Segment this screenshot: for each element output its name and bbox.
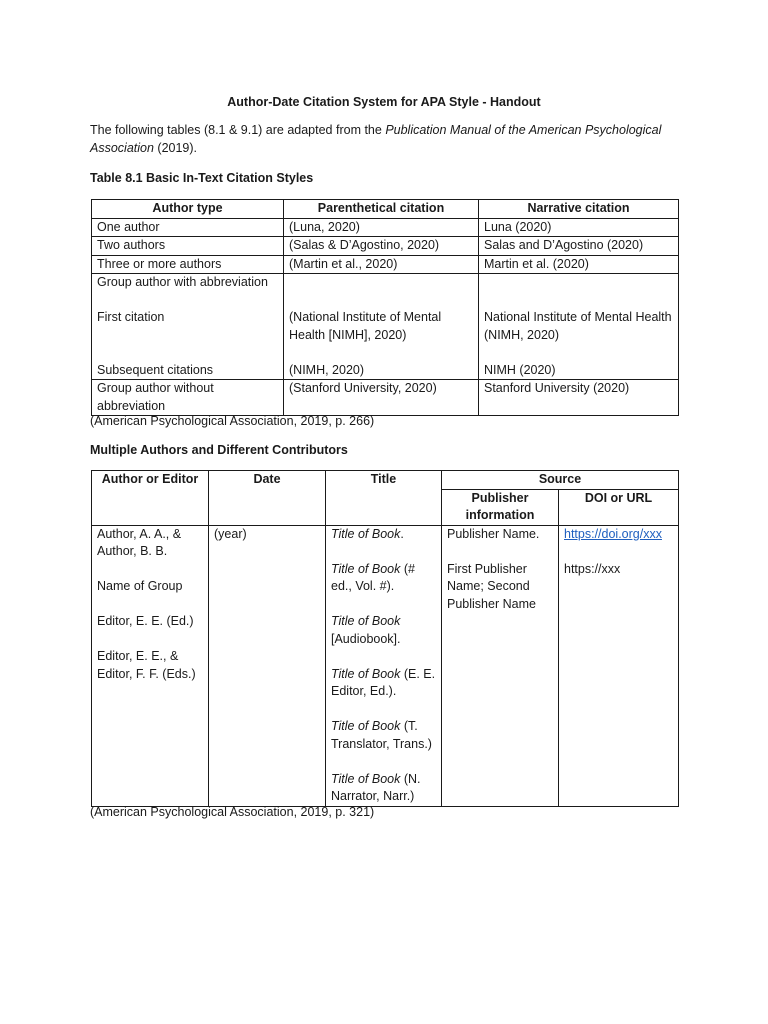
table-cell: Two authors — [92, 237, 284, 256]
title-entry — [331, 613, 436, 648]
spacer — [447, 543, 553, 561]
intro-paragraph — [90, 122, 690, 157]
table-cell: Stanford University (2020) — [479, 380, 679, 416]
date-cell — [209, 525, 326, 806]
table-cell: (Luna, 2020) — [284, 218, 479, 237]
header-author-type: Author type — [92, 200, 284, 219]
table-header-row — [92, 200, 679, 219]
table-cell: One author — [92, 218, 284, 237]
header-publisher-information: Publisher information — [442, 489, 559, 525]
author-entry: Author, A. A., & Author, B. B. — [97, 526, 182, 558]
spacer — [331, 753, 436, 771]
spacer — [289, 274, 473, 292]
first-citation-label: First citation — [97, 310, 165, 324]
header-date: Date — [209, 471, 326, 526]
table2-source: (American Psychological Association, 2019, p. 321) — [90, 805, 375, 819]
publisher-entry: First Publisher Name; Second Publisher Name — [447, 561, 536, 611]
doi-link[interactable]: https://doi.org/xxx — [564, 526, 662, 541]
title-entry — [331, 526, 436, 544]
title-entry — [331, 771, 436, 806]
spacer — [564, 543, 673, 561]
title-entry — [331, 718, 436, 753]
spacer — [484, 344, 673, 362]
spacer — [484, 292, 673, 310]
authors-cell — [92, 525, 209, 806]
spacer — [331, 596, 436, 614]
table-cell: Martin et al. (2020) — [479, 255, 679, 274]
spacer — [97, 292, 278, 310]
title-rest: (N. Narrator, Narr.) — [331, 771, 421, 803]
table-cell: (Martin et al., 2020) — [284, 255, 479, 274]
title-italic: Title of Book — [331, 561, 401, 576]
spacer — [97, 327, 278, 345]
title-rest: (T. Translator, Trans.) — [331, 719, 432, 751]
title-italic: Title of Book — [331, 666, 401, 681]
date-value: (year) — [214, 526, 247, 541]
contributors-table — [91, 470, 679, 807]
spacer — [289, 292, 473, 310]
header-narrative: Narrative citation — [479, 200, 679, 219]
spacer — [331, 648, 436, 666]
table-row-group-abbreviation — [92, 274, 679, 380]
first-citation-narrative: National Institute of Mental Health (NIMH, 2020) — [484, 310, 672, 342]
header-doi-url: DOI or URL — [559, 489, 679, 525]
spacer — [97, 344, 278, 362]
spacer — [97, 561, 203, 579]
spacer — [484, 274, 673, 292]
header-title: Title — [326, 471, 442, 526]
group-abbrev-label: Group author with abbreviation — [97, 275, 268, 289]
header-source: Source — [442, 471, 679, 490]
table-row — [92, 218, 679, 237]
title-rest: (# ed., Vol. #). — [331, 561, 415, 593]
table1-source: (American Psychological Association, 2019, p. 266) — [90, 414, 375, 428]
title-entry — [331, 561, 436, 596]
first-citation-parenthetical: (National Institute of Mental Health [NIMH], 2020) — [289, 310, 442, 342]
title-italic: Title of Book — [331, 614, 401, 628]
table-cell — [284, 274, 479, 380]
title-italic: Title of Book — [331, 719, 401, 733]
author-entry: Name of Group — [97, 579, 183, 593]
subsequent-parenthetical: (NIMH, 2020) — [289, 362, 365, 377]
table-row — [92, 237, 679, 256]
url-text: https://xxx — [564, 561, 621, 576]
titles-cell — [326, 525, 442, 806]
table-cell — [479, 274, 679, 380]
spacer — [331, 543, 436, 561]
table1-heading: Table 8.1 Basic In-Text Citation Styles — [90, 171, 314, 185]
table-cell: Group author without abbreviation — [92, 380, 284, 416]
citation-styles-table — [91, 199, 679, 416]
author-entry: Editor, E. E. (Ed.) — [97, 614, 194, 628]
header-parenthetical: Parenthetical citation — [284, 200, 479, 219]
doi-url-cell — [559, 525, 679, 806]
table-cell: Luna (2020) — [479, 218, 679, 237]
table-cell: Salas and D’Agostino (2020) — [479, 237, 679, 256]
publisher-entry: Publisher Name. — [447, 526, 540, 541]
table-row — [92, 255, 679, 274]
title-entry — [331, 666, 436, 701]
table-cell: (Salas & D’Agostino, 2020) — [284, 237, 479, 256]
table-row — [92, 380, 679, 416]
author-entry: Editor, E. E., & Editor, F. F. (Eds.) — [97, 649, 196, 681]
intro-prefix: The following tables (8.1 & 9.1) are adapted from the — [90, 123, 386, 137]
title-italic: Title of Book — [331, 526, 401, 541]
title-rest: . — [400, 526, 404, 541]
spacer — [97, 596, 203, 614]
publisher-cell — [442, 525, 559, 806]
header-author-editor: Author or Editor — [92, 471, 209, 526]
table-cell: Three or more authors — [92, 255, 284, 274]
intro-suffix: (2019). — [153, 140, 198, 155]
table2-heading: Multiple Authors and Different Contributors — [90, 443, 348, 457]
table-row — [92, 525, 679, 806]
spacer — [331, 701, 436, 719]
table-cell: (Stanford University, 2020) — [284, 380, 479, 416]
title-rest: (E. E. Editor, Ed.). — [331, 666, 436, 698]
spacer — [289, 344, 473, 362]
subsequent-narrative: NIMH (2020) — [484, 362, 556, 377]
spacer — [97, 631, 203, 649]
table-header-row — [92, 471, 679, 490]
intro-book-title: Publication Manual of the American Psychological Association — [90, 123, 662, 155]
document-title: Author-Date Citation System for APA Style - Handout — [227, 95, 541, 109]
table-cell — [92, 274, 284, 380]
subsequent-citations-label: Subsequent citations — [97, 362, 214, 377]
title-rest: [Audiobook]. — [331, 631, 401, 646]
title-italic: Title of Book — [331, 771, 401, 786]
